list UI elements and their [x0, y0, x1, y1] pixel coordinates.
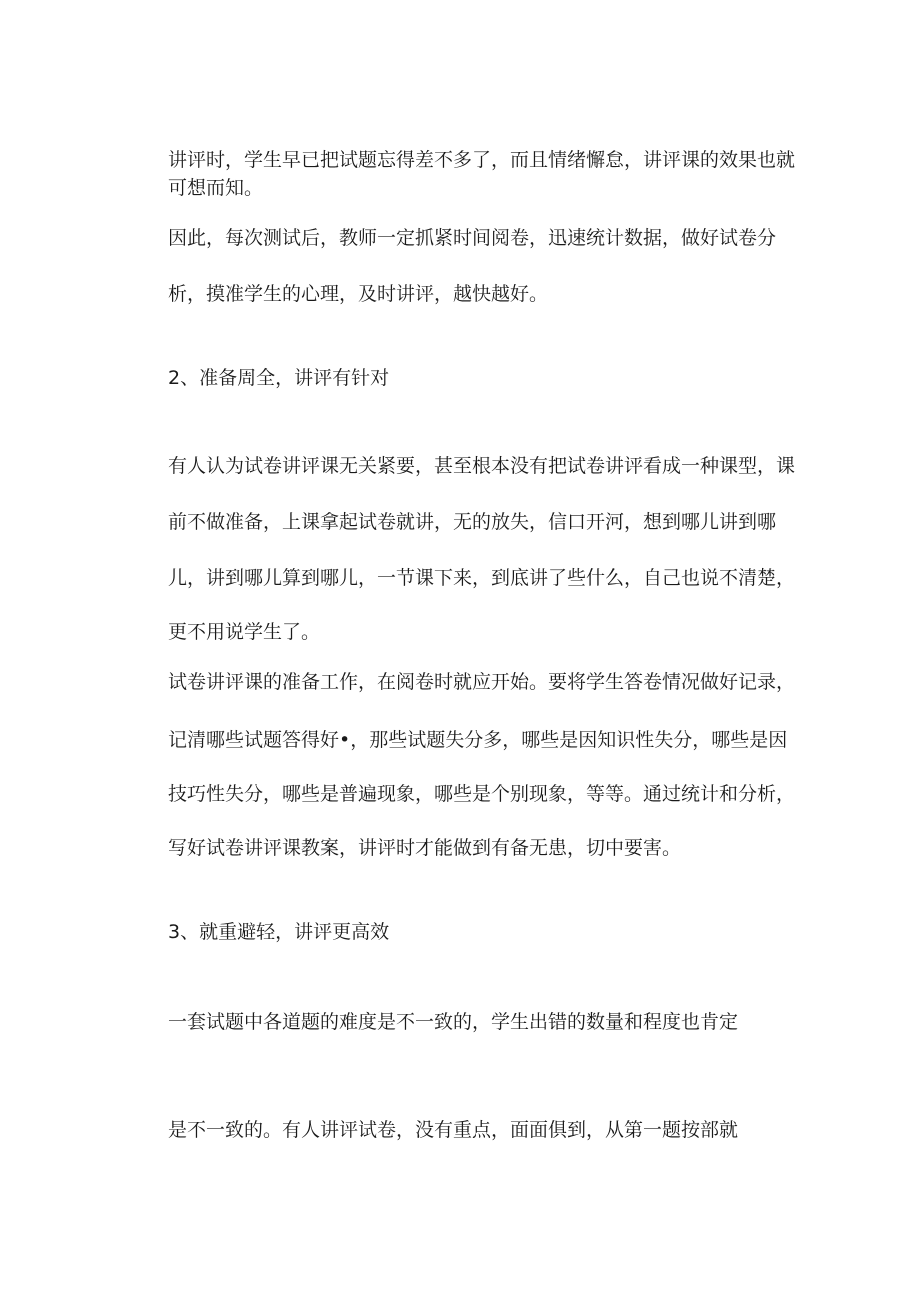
- section-heading: 3、就重避轻，讲评更高效: [168, 921, 390, 943]
- section-heading: 2、准备周全，讲评有针对: [168, 367, 390, 389]
- text-line: 一套试题中各道题的难度是不一致的，学生出错的数量和程度也肯定: [168, 1011, 739, 1033]
- text-line: 是不一致的。有人讲评试卷，没有重点，面面俱到，从第一题按部就: [168, 1119, 739, 1141]
- text-line: 析，摸准学生的心理，及时讲评，越快越好。: [168, 283, 549, 305]
- text-line: 因此，每次测试后，教师一定抓紧时间阅卷，迅速统计数据，做好试卷分: [168, 227, 777, 249]
- text-line: 可想而知。: [168, 177, 264, 199]
- text-line: 儿，讲到哪儿算到哪儿，一节课下来，到底讲了些什么，自己也说不清楚，: [168, 567, 796, 589]
- text-line: 试卷讲评课的准备工作，在阅卷时就应开始。要将学生答卷情况做好记录，: [168, 671, 796, 693]
- text-line: 更不用说学生了。: [168, 621, 321, 643]
- text-line: 有人认为试卷讲评课无关紧要，甚至根本没有把试卷讲评看成一种课型，课: [168, 455, 796, 477]
- text-line: 技巧性失分，哪些是普遍现象，哪些是个别现象，等等。通过统计和分析，: [168, 783, 796, 805]
- text-line: 写好试卷讲评课教案，讲评时才能做到有备无患，切中要害。: [168, 837, 682, 859]
- text-line: 讲评时，学生早已把试题忘得差不多了，而且情绪懈怠，讲评课的效果也就: [168, 149, 796, 171]
- text-line: 记清哪些试题答得好•，那些试题失分多，哪些是因知识性失分，哪些是因: [168, 729, 788, 751]
- text-line: 前不做准备，上课拿起试卷就讲，无的放失，信口开河，想到哪儿讲到哪: [168, 511, 777, 533]
